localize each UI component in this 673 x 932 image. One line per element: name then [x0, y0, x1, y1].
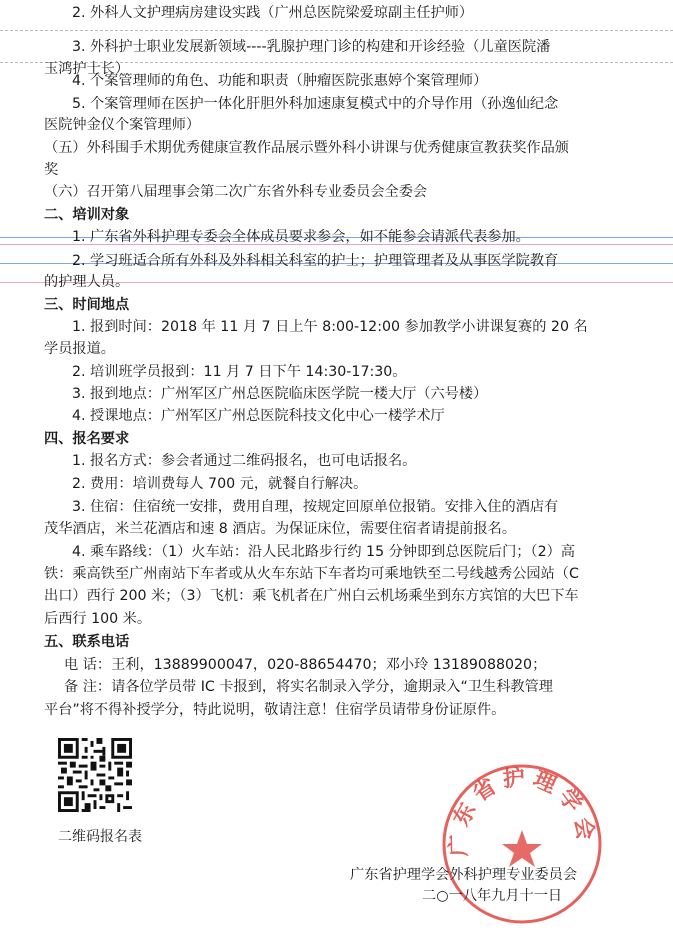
section-heading: 二、培训对象 [44, 207, 130, 223]
svg-text:广东省护理学会: 广东省护理学会 [446, 765, 599, 857]
text-line: 学员报道。 [44, 341, 115, 357]
signature-date: 二○一八年九月十一日 [422, 888, 563, 904]
scan-line [0, 30, 673, 31]
text-line: 平台”将不得补授学分，特此说明，敬请注意！住宿学员请带身份证原件。 [44, 702, 506, 718]
text-line: 铁：乘高铁至广州南站下车者或从火车东站下车者均可乘地铁至二号线越秀公园站（C [44, 566, 579, 582]
text-line: 医院钟金仪个案管理师） [44, 117, 201, 133]
text-line: 1. 报到时间：2018 年 11 月 7 日上午 8:00-12:00 参加教学小讲课复赛的 20 名 [72, 319, 588, 335]
qr-code-label: 二维码报名表 [58, 829, 142, 845]
text-line: 3. 住宿：住宿统一安排，费用自理，按规定回原单位报销。安排入住的酒店有 [72, 499, 559, 515]
text-line: 奖 [44, 162, 59, 178]
section-heading: 三、时间地点 [44, 297, 130, 313]
text-line: 2. 外科人文护理病房建设实践（广州总医院梁爱琼副主任护师） [72, 5, 474, 21]
text-line: 的护理人员。 [44, 274, 130, 290]
section-heading: 四、报名要求 [44, 431, 130, 447]
text-line: 茂华酒店，米兰花酒店和速 8 酒店。为保证床位，需要住宿者请提前报名。 [44, 521, 517, 537]
text-line: 4. 个案管理师的角色、功能和职责（肿瘤医院张惠婷个案管理师） [72, 73, 488, 89]
text-line: （六）召开第八届理事会第二次广东省外科专业委员会全委会 [44, 184, 428, 200]
qr-code-icon[interactable] [58, 738, 132, 812]
section-heading: 五、联系电话 [44, 634, 130, 650]
text-line: 4. 授课地点：广州军区广州总医院科技文化中心一楼学术厅 [72, 408, 445, 424]
signature-organization: 广东省护理学会外科护理专业委员会 [350, 867, 578, 883]
text-line: 玉鸿护士长） [44, 61, 130, 77]
text-line: 1. 广东省外科护理专委会全体成员要求参会，如不能参会请派代表参加。 [72, 229, 530, 245]
text-line: 2. 学习班适合所有外科及外科相关科室的护士；护理管理者及从事医学院教育 [72, 253, 559, 269]
text-line: 2. 费用：培训费每人 700 元，就餐自行解决。 [72, 476, 368, 492]
text-line: 2. 培训班学员报到：11 月 7 日下午 14:30-17:30。 [72, 364, 407, 380]
text-line: （五）外科围手术期优秀健康宣教作品展示暨外科小讲课与优秀健康宣教获奖作品颁 [44, 140, 569, 156]
text-line: 5. 个案管理师在医护一体化肝胆外科加速康复模式中的介导作用（孙逸仙纪念 [72, 96, 559, 112]
text-line: 后西行 100 米。 [44, 611, 152, 627]
contact-note: 备 注：请各位学员带 IC 卡报到，将实名制录入学分，逾期录入“卫生科教管理 [64, 679, 553, 695]
text-line: 出口）西行 200 米；（3）飞机：乘飞机者在广州白云机场乘坐到东方宾馆的大巴下车 [44, 588, 579, 604]
text-line: 3. 外科护士职业发展新领域----乳腺护理门诊的构建和开诊经验（儿童医院潘 [72, 39, 551, 55]
contact-phone: 电 话：王利，13889900047，020-88654470；邓小玲 13189088020； [64, 657, 547, 673]
text-line: 1. 报名方式：参会者通过二维码报名，也可电话报名。 [72, 453, 417, 469]
text-line: 3. 报到地点：广州军区广州总医院临床医学院一楼大厅（六号楼） [72, 386, 488, 402]
text-line: 4. 乘车路线：（1）火车站：沿人民北路步行约 15 分钟即到总医院后门；（2）高 [72, 544, 575, 560]
